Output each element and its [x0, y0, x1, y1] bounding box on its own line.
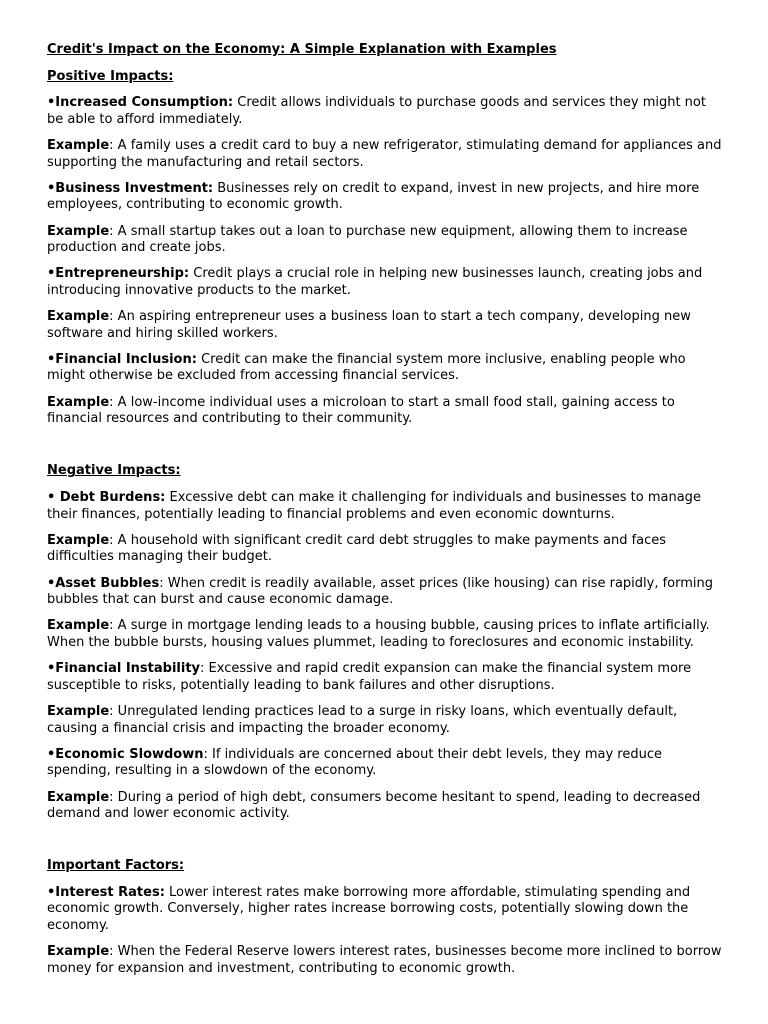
bullet-paragraph: [47, 181, 723, 214]
example-text: : A low-income individual uses a microloan to start a small food stall, gaining access to financial resources and contributing to their community.: [47, 394, 675, 427]
bullet-paragraph: [47, 885, 723, 935]
document-title: Credit's Impact on the Economy: A Simple Explanation with Examples: [47, 42, 557, 57]
example-paragraph: [47, 790, 723, 823]
bullet-label: •Financial Instability: [47, 661, 201, 677]
example-text: : Unregulated lending practices lead to a surge in risky loans, which eventually default, causing a financial crisis and impacting the broader economy.: [47, 703, 678, 736]
document-page: [47, 42, 723, 987]
example-label: Example: [47, 532, 110, 548]
example-paragraph: [47, 138, 723, 171]
section-heading-positive: Positive Impacts:: [47, 68, 174, 84]
bullet-label: •Asset Bubbles: [47, 575, 160, 591]
bullet-text: Lower interest rates make borrowing more affordable, stimulating spending and economic growth. Conversely, higher rates increase borrowing costs, potentially slowing down the economy.: [47, 884, 691, 934]
bullet-paragraph: [47, 266, 723, 299]
section-heading-negative: Negative Impacts:: [47, 463, 181, 479]
example-text: : A family uses a credit card to buy a new refrigerator, stimulating demand for appliances and supporting the manufacturing and retail sectors.: [47, 137, 722, 170]
example-label: Example: [47, 789, 110, 805]
example-label: Example: [47, 703, 110, 719]
example-label: Example: [47, 618, 110, 634]
example-label: Example: [47, 137, 110, 153]
bullet-label: •Increased Consumption:: [47, 95, 234, 111]
example-paragraph: [47, 944, 723, 977]
bullet-label: • Debt Burdens:: [47, 490, 166, 506]
bullet-paragraph: [47, 95, 723, 128]
bullet-paragraph: [47, 661, 723, 694]
bullet-text: Excessive debt can make it challenging for individuals and businesses to manage their finances, potentially leading to financial problems and even economic downturns.: [47, 490, 701, 522]
example-text: : An aspiring entrepreneur uses a business loan to start a tech company, developing new software and hiring skilled workers.: [47, 309, 691, 341]
example-label: Example: [47, 309, 110, 325]
bullet-label: •Business Investment:: [47, 180, 214, 196]
section-heading-factors: Important Factors:: [47, 858, 185, 874]
bullet-paragraph: [47, 490, 723, 523]
section-spacer: [47, 832, 723, 858]
bullet-text: Credit plays a crucial role in helping new businesses launch, creating jobs and introducing innovative products to the market.: [47, 266, 703, 298]
example-text: : When the Federal Reserve lowers interest rates, businesses become more inclined to borrow money for expansion and investment, contributing to economic growth.: [47, 944, 722, 976]
example-paragraph: [47, 618, 723, 651]
example-paragraph: [47, 704, 723, 737]
bullet-label: •Economic Slowdown: [47, 746, 204, 762]
section-spacer: [47, 437, 723, 463]
bullet-paragraph: [47, 352, 723, 385]
example-label: Example: [47, 944, 110, 960]
example-label: Example: [47, 394, 110, 410]
example-text: : During a period of high debt, consumers become hesitant to spend, leading to decreased demand and lower economic activity.: [47, 789, 701, 822]
example-paragraph: [47, 309, 723, 342]
example-label: Example: [47, 223, 110, 239]
example-paragraph: [47, 395, 723, 428]
bullet-text: Credit allows individuals to purchase goods and services they might not be able to afford immediately.: [47, 95, 706, 127]
example-text: : A small startup takes out a loan to purchase new equipment, allowing them to increase production and create jobs.: [47, 223, 688, 256]
bullet-label: •Financial Inclusion:: [47, 351, 197, 367]
bullet-label: •Interest Rates:: [47, 884, 165, 900]
example-text: : A surge in mortgage lending leads to a housing bubble, causing prices to inflate artificially. When the bubble bursts, housing values plummet, leading to foreclosures and economic instability.: [47, 618, 710, 650]
bullet-paragraph: [47, 576, 723, 609]
bullet-text: : When credit is readily available, asset prices (like housing) can rise rapidly, forming bubbles that can burst and cause economic damage.: [47, 575, 714, 608]
bullet-text: Businesses rely on credit to expand, invest in new projects, and hire more employees, contributing to economic growth.: [47, 180, 700, 213]
bullet-text: Credit can make the financial system more inclusive, enabling people who might otherwise be excluded from accessing financial services.: [47, 351, 686, 384]
bullet-paragraph: [47, 747, 723, 780]
example-paragraph: [47, 533, 723, 566]
bullet-text: : Excessive and rapid credit expansion can make the financial system more susceptible to risks, potentially leading to bank failures and other disruptions.: [47, 661, 692, 693]
bullet-text: : If individuals are concerned about their debt levels, they may reduce spending, resulting in a slowdown of the economy.: [47, 746, 663, 779]
example-text: : A household with significant credit card debt struggles to make payments and faces difficulties managing their budget.: [47, 532, 667, 565]
bullet-label: •Entrepreneurship:: [47, 266, 190, 282]
example-paragraph: [47, 224, 723, 257]
